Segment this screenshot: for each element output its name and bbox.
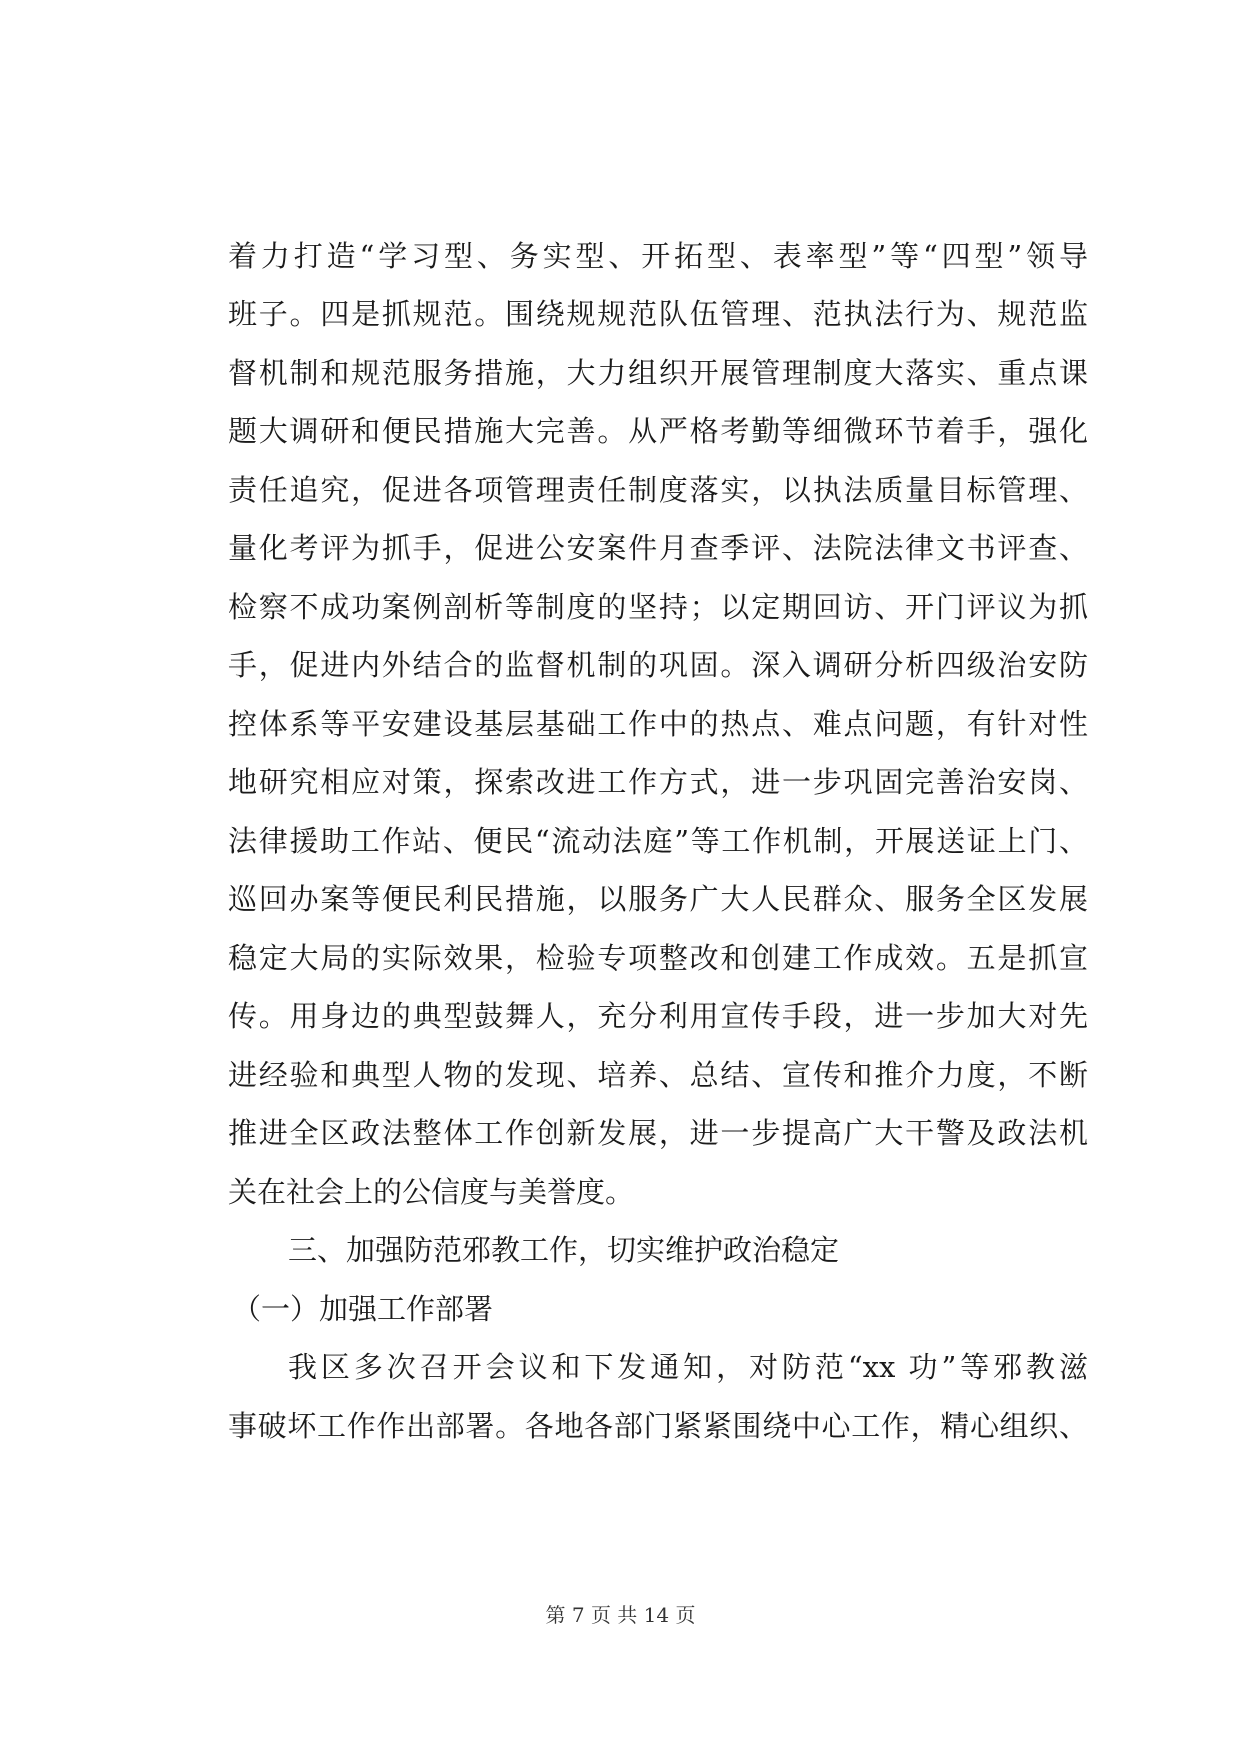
paragraph-line: 关在社会上的公信度与美誉度。 — [228, 1175, 635, 1209]
paragraph-line: 题大调研和便民措施大完善。从严格考勤等细微环节着手，强化 — [228, 414, 1088, 448]
paragraph-line: 推进全区政法整体工作创新发展，进一步提高广大干警及政法机 — [228, 1116, 1088, 1150]
paragraph-line: 手，促进内外结合的监督机制的巩固。深入调研分析四级治安防 — [228, 648, 1088, 682]
paragraph-line: 班子。四是抓规范。围绕规规范队伍管理、范执法行为、规范监 — [228, 297, 1088, 331]
paragraph-line: 着力打造“学习型、务实型、开拓型、表率型”等“四型”领导 — [228, 239, 1088, 273]
paragraph-line: 督机制和规范服务措施，大力组织开展管理制度大落实、重点课 — [228, 356, 1088, 390]
subsection-heading: （一）加强工作部署 — [232, 1292, 494, 1326]
paragraph-line: 巡回办案等便民利民措施，以服务广大人民群众、服务全区发展 — [228, 882, 1088, 916]
section-heading: 三、加强防范邪教工作，切实维护政治稳定 — [288, 1233, 840, 1267]
paragraph-line: 我区多次召开会议和下发通知，对防范“xx 功”等邪教滋 — [288, 1350, 1088, 1384]
paragraph-line: 事破坏工作作出部署。各地各部门紧紧围绕中心工作，精心组织、 — [228, 1409, 1088, 1443]
page-number-footer: 第 7 页 共 14 页 — [545, 1603, 696, 1627]
paragraph-line: 进经验和典型人物的发现、培养、总结、宣传和推介力度，不断 — [228, 1058, 1088, 1092]
paragraph-line: 地研究相应对策，探索改进工作方式，进一步巩固完善治安岗、 — [228, 765, 1088, 799]
paragraph-line: 控体系等平安建设基层基础工作中的热点、难点问题，有针对性 — [228, 707, 1088, 741]
paragraph-line: 法律援助工作站、便民“流动法庭”等工作机制，开展送证上门、 — [228, 824, 1088, 858]
paragraph-line: 稳定大局的实际效果，检验专项整改和创建工作成效。五是抓宣 — [228, 941, 1088, 975]
paragraph-line: 传。用身边的典型鼓舞人，充分利用宣传手段，进一步加大对先 — [228, 999, 1088, 1033]
paragraph-line: 责任追究，促进各项管理责任制度落实，以执法质量目标管理、 — [228, 473, 1088, 507]
paragraph-line: 检察不成功案例剖析等制度的坚持；以定期回访、开门评议为抓 — [228, 590, 1088, 624]
paragraph-line: 量化考评为抓手，促进公安案件月查季评、法院法律文书评查、 — [228, 531, 1088, 565]
